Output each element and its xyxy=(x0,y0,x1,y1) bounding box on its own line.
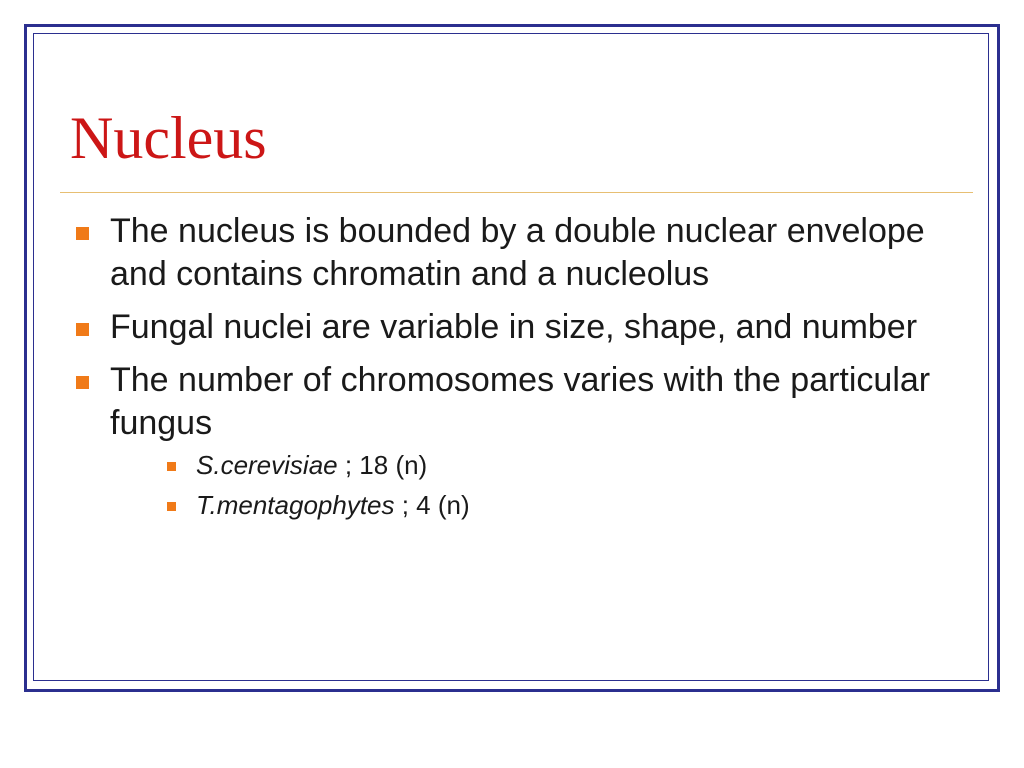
sub-bullet-item xyxy=(110,445,950,485)
title-divider xyxy=(60,192,973,193)
species-name: T.mentagophytes xyxy=(196,490,395,520)
bullet-item xyxy=(70,359,950,525)
species-name: S.cerevisiae xyxy=(196,450,338,480)
square-bullet-icon xyxy=(76,376,89,389)
slide-title: Nucleus xyxy=(70,105,267,171)
bullet-text: The number of chromosomes varies with the particular fungus xyxy=(110,361,931,442)
bullet-list xyxy=(70,210,950,535)
bullet-item xyxy=(70,210,950,296)
chromosome-count: ; 18 (n) xyxy=(337,450,428,480)
square-bullet-icon xyxy=(76,323,89,336)
chromosome-count: ; 4 (n) xyxy=(394,490,470,520)
bullet-text: The nucleus is bounded by a double nuclear envelope and contains chromatin and a nucleolus xyxy=(110,212,925,293)
square-bullet-icon xyxy=(167,502,176,511)
bullet-item xyxy=(70,306,950,349)
bullet-text: Fungal nuclei are variable in size, shape, and number xyxy=(110,308,918,346)
sub-bullet-item xyxy=(110,485,950,525)
sub-bullet-list xyxy=(110,445,950,525)
square-bullet-icon xyxy=(76,227,89,240)
square-bullet-icon xyxy=(167,462,176,471)
